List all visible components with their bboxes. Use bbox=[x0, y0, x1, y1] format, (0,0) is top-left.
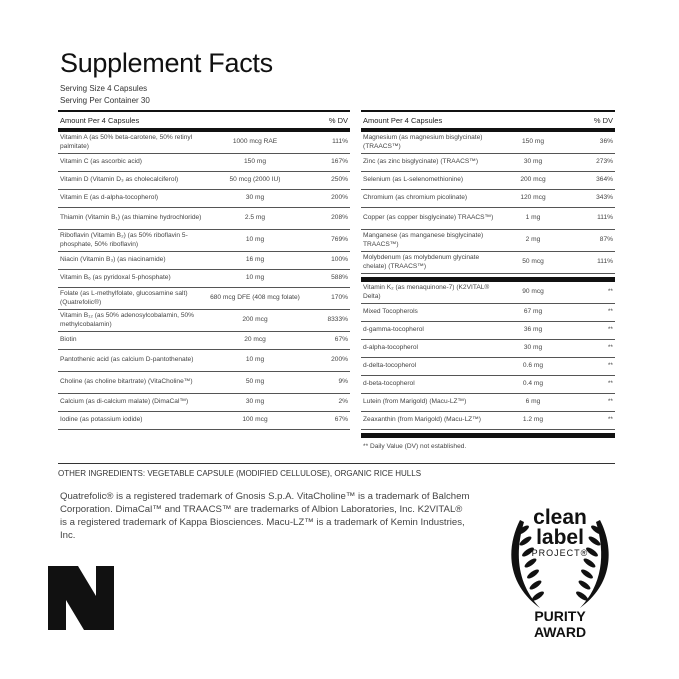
amount: 90 mcg bbox=[522, 288, 544, 296]
laurel-leaf bbox=[526, 568, 540, 580]
table-row bbox=[58, 208, 350, 230]
laurel-leaf bbox=[575, 590, 589, 602]
table-row bbox=[361, 412, 615, 430]
servings-per-container: Serving Per Container 30 bbox=[60, 96, 150, 105]
table-row bbox=[361, 376, 615, 394]
amount: 0.4 mg bbox=[522, 380, 544, 388]
table-row bbox=[361, 132, 615, 154]
table-body bbox=[361, 282, 615, 430]
badge-award bbox=[500, 608, 620, 640]
amount: 50 mcg bbox=[522, 258, 544, 266]
table-row bbox=[58, 332, 350, 350]
daily-value: ** bbox=[607, 308, 613, 316]
amount: 6 mg bbox=[525, 398, 541, 406]
table-row bbox=[58, 412, 350, 430]
daily-value: 67% bbox=[334, 336, 348, 344]
table-row bbox=[58, 190, 350, 208]
nutrient-name: Manganese (as manganese bisglycinate) TRAACS™) bbox=[363, 232, 484, 248]
table-row bbox=[361, 340, 615, 358]
amount: 2.5 mg bbox=[244, 214, 266, 222]
table-row bbox=[58, 230, 350, 252]
badge-brand bbox=[500, 508, 620, 559]
amount: 0.6 mg bbox=[522, 362, 544, 370]
table-body bbox=[58, 132, 350, 430]
laurel-leaf bbox=[528, 579, 542, 591]
divider-bar bbox=[361, 433, 615, 438]
daily-value: 200% bbox=[331, 194, 348, 202]
nutrient-name: Copper (as copper bisglycinate) TRAACS™) bbox=[363, 214, 494, 222]
nutrient-name: Choline (as choline bitartrate) (VitaCholine™) bbox=[60, 378, 193, 386]
amount-header: Amount Per 4 Capsules bbox=[363, 116, 443, 125]
table-header bbox=[58, 112, 350, 132]
clean-label-badge bbox=[500, 500, 620, 650]
table-row bbox=[361, 394, 615, 412]
amount: 50 mg bbox=[245, 378, 265, 386]
daily-value: 167% bbox=[331, 158, 348, 166]
nutrient-name: d-delta-tocopherol bbox=[363, 362, 417, 370]
table-body bbox=[361, 132, 615, 274]
amount: 20 mcg bbox=[244, 336, 266, 344]
amount: 100 mcg bbox=[242, 416, 268, 424]
table-row bbox=[58, 394, 350, 412]
badge-line: PURITY bbox=[534, 608, 586, 624]
nutrient-name: Magnesium (as magnesium bisglycinate) (TRAACS™) bbox=[363, 134, 483, 150]
nutrient-name: Vitamin B₁₂ (as 50% adenosylcobalamin, 50% methylcobalamin) bbox=[60, 312, 195, 328]
nutrient-name: Biotin bbox=[60, 336, 77, 344]
dv-note: ** Daily Value (DV) not established. bbox=[363, 443, 467, 450]
table-row bbox=[58, 310, 350, 332]
amount: 1 mg bbox=[525, 214, 541, 222]
daily-value: 769% bbox=[331, 236, 348, 244]
daily-value: 170% bbox=[331, 294, 348, 302]
amount: 36 mg bbox=[523, 326, 543, 334]
daily-value: 250% bbox=[331, 176, 348, 184]
table-row bbox=[58, 350, 350, 372]
badge-line: PROJECT® bbox=[531, 548, 589, 558]
serving-size: Serving Size 4 Capsules bbox=[60, 84, 148, 93]
amount: 30 mg bbox=[523, 158, 543, 166]
badge-line: label bbox=[536, 526, 584, 549]
amount: 680 mcg DFE (408 mcg folate) bbox=[210, 294, 300, 302]
daily-value: ** bbox=[607, 344, 613, 352]
amount-header: Amount Per 4 Capsules bbox=[60, 116, 140, 125]
table-row bbox=[361, 230, 615, 252]
nutrient-name: Zeaxanthin (from Marigold) (Macu-LZ™) bbox=[363, 416, 481, 424]
daily-value: ** bbox=[607, 288, 613, 296]
laurel-leaf bbox=[577, 579, 591, 591]
nutrient-name: Vitamin C (as ascorbic acid) bbox=[60, 158, 142, 166]
nutrient-name: Vitamin K₂ (as menaquinone-7) (K2VITAL® Delta) bbox=[363, 284, 490, 300]
daily-value: ** bbox=[607, 326, 613, 334]
table-row bbox=[361, 282, 615, 304]
table-row bbox=[58, 132, 350, 154]
nutrient-name: Niacin (Vitamin B₃) (as niacinamide) bbox=[60, 256, 166, 264]
daily-value: ** bbox=[607, 398, 613, 406]
nutrient-name: Molybdenum (as molybdenum glycinate chelate) (TRAACS™) bbox=[363, 254, 480, 270]
table-row bbox=[361, 154, 615, 172]
badge-line: AWARD bbox=[533, 624, 587, 640]
dv-header: % DV bbox=[328, 116, 348, 125]
daily-value: 588% bbox=[331, 274, 348, 282]
daily-value: 87% bbox=[599, 236, 613, 244]
daily-value: 111% bbox=[332, 138, 348, 146]
table-header bbox=[361, 112, 615, 132]
daily-value: 111% bbox=[597, 214, 613, 222]
amount: 1000 mcg RAE bbox=[232, 138, 278, 146]
trademark-notice: Quatrefolic® is a registered trademark of Gnosis S.p.A. VitaCholine™ is a trademark of Balchem Corporation. DimaCal™ and TRAACS™ are trademarks of Albion Laboratories, Inc. K2VITAL® is a registered trademark of Kappa Biosciences. Macu-LZ™ is a trademark of Kemin Industries, Inc. bbox=[60, 491, 470, 541]
daily-value: 9% bbox=[338, 378, 348, 386]
table-row bbox=[58, 372, 350, 394]
daily-value: 364% bbox=[596, 176, 613, 184]
amount: 10 mg bbox=[245, 274, 265, 282]
nutrient-name: Vitamin A (as 50% beta-carotene, 50% retinyl palmitate) bbox=[60, 134, 193, 150]
table-row bbox=[58, 154, 350, 172]
amount: 30 mg bbox=[245, 194, 265, 202]
nutrient-name: Mixed Tocopherols bbox=[363, 308, 418, 316]
table-row bbox=[58, 252, 350, 270]
nutrient-name: Vitamin B₆ (as pyridoxal 5-phosphate) bbox=[60, 274, 171, 282]
nutrient-name: d-gamma-tocopherol bbox=[363, 326, 424, 334]
nutrient-name: Thiamin (Vitamin B₁) (as thiamine hydrochloride) bbox=[60, 214, 202, 222]
nutrient-name: Iodine (as potassium iodide) bbox=[60, 416, 143, 424]
amount: 150 mg bbox=[522, 138, 544, 146]
table-row bbox=[361, 190, 615, 208]
amount: 50 mcg (2000 IU) bbox=[229, 176, 281, 184]
table-row bbox=[58, 270, 350, 288]
nutrient-name: Lutein (from Marigold) (Macu-LZ™) bbox=[363, 398, 467, 406]
amount: 30 mg bbox=[523, 344, 543, 352]
amount: 10 mg bbox=[245, 236, 265, 244]
daily-value: 2% bbox=[338, 398, 348, 406]
daily-value: 208% bbox=[331, 214, 348, 222]
amount: 67 mg bbox=[523, 308, 543, 316]
other-ingredients: OTHER INGREDIENTS: VEGETABLE CAPSULE (MODIFIED CELLULOSE), ORGANIC RICE HULLS bbox=[58, 463, 615, 478]
badge-line: clean bbox=[533, 506, 587, 529]
laurel-leaf bbox=[580, 568, 594, 580]
daily-value: ** bbox=[607, 416, 613, 424]
amount: 10 mg bbox=[245, 356, 265, 364]
left-facts-table bbox=[58, 110, 350, 430]
nutrient-name: Selenium (as L-selenomethionine) bbox=[363, 176, 464, 184]
dv-header: % DV bbox=[593, 116, 613, 125]
daily-value: 200% bbox=[331, 356, 348, 364]
table-row bbox=[361, 304, 615, 322]
daily-value: 273% bbox=[596, 158, 613, 166]
nutrient-name: Chromium (as chromium picolinate) bbox=[363, 194, 468, 202]
amount: 16 mg bbox=[245, 256, 265, 264]
amount: 200 mcg bbox=[242, 316, 268, 324]
right-facts-table bbox=[361, 110, 615, 450]
nutrient-name: Vitamin D (Vitamin D₃ as cholecalciferol) bbox=[60, 176, 179, 184]
nutrient-name: Folate (as L-methylfolate, glucosamine salt) (Quatrefolic®) bbox=[60, 290, 188, 306]
table-row bbox=[361, 208, 615, 230]
page-title: Supplement Facts bbox=[60, 48, 273, 78]
nutrient-name: Pantothenic acid (as calcium D-pantothenate) bbox=[60, 356, 194, 364]
laurel-leaf bbox=[531, 590, 545, 602]
table-row bbox=[361, 172, 615, 190]
daily-value: 8333% bbox=[327, 316, 348, 324]
nutrient-name: Riboflavin (Vitamin B₂) (as 50% riboflavin 5-phosphate, 50% riboflavin) bbox=[60, 232, 188, 248]
daily-value: ** bbox=[607, 380, 613, 388]
daily-value: ** bbox=[607, 362, 613, 370]
nutrient-name: Calcium (as di-calcium malate) (DimaCal™) bbox=[60, 398, 189, 406]
nutrient-name: Zinc (as zinc bisglycinate) (TRAACS™) bbox=[363, 158, 479, 166]
daily-value: 36% bbox=[599, 138, 613, 146]
daily-value: 67% bbox=[334, 416, 348, 424]
nutrient-name: d-beta-tocopherol bbox=[363, 380, 415, 388]
table-row bbox=[58, 172, 350, 190]
amount: 2 mg bbox=[525, 236, 541, 244]
amount: 120 mcg bbox=[520, 194, 546, 202]
nutrient-name: d-alpha-tocopherol bbox=[363, 344, 418, 352]
daily-value: 343% bbox=[596, 194, 613, 202]
table-row bbox=[58, 288, 350, 310]
table-row bbox=[361, 358, 615, 376]
table-row bbox=[361, 322, 615, 340]
brand-logo-icon bbox=[48, 566, 114, 635]
daily-value: 111% bbox=[597, 258, 613, 266]
table-row bbox=[361, 252, 615, 274]
amount: 1.2 mg bbox=[522, 416, 544, 424]
nutrient-name: Vitamin E (as d-alpha-tocopherol) bbox=[60, 194, 159, 202]
daily-value: 100% bbox=[331, 256, 348, 264]
amount: 30 mg bbox=[245, 398, 265, 406]
amount: 150 mg bbox=[244, 158, 266, 166]
amount: 200 mcg bbox=[520, 176, 546, 184]
